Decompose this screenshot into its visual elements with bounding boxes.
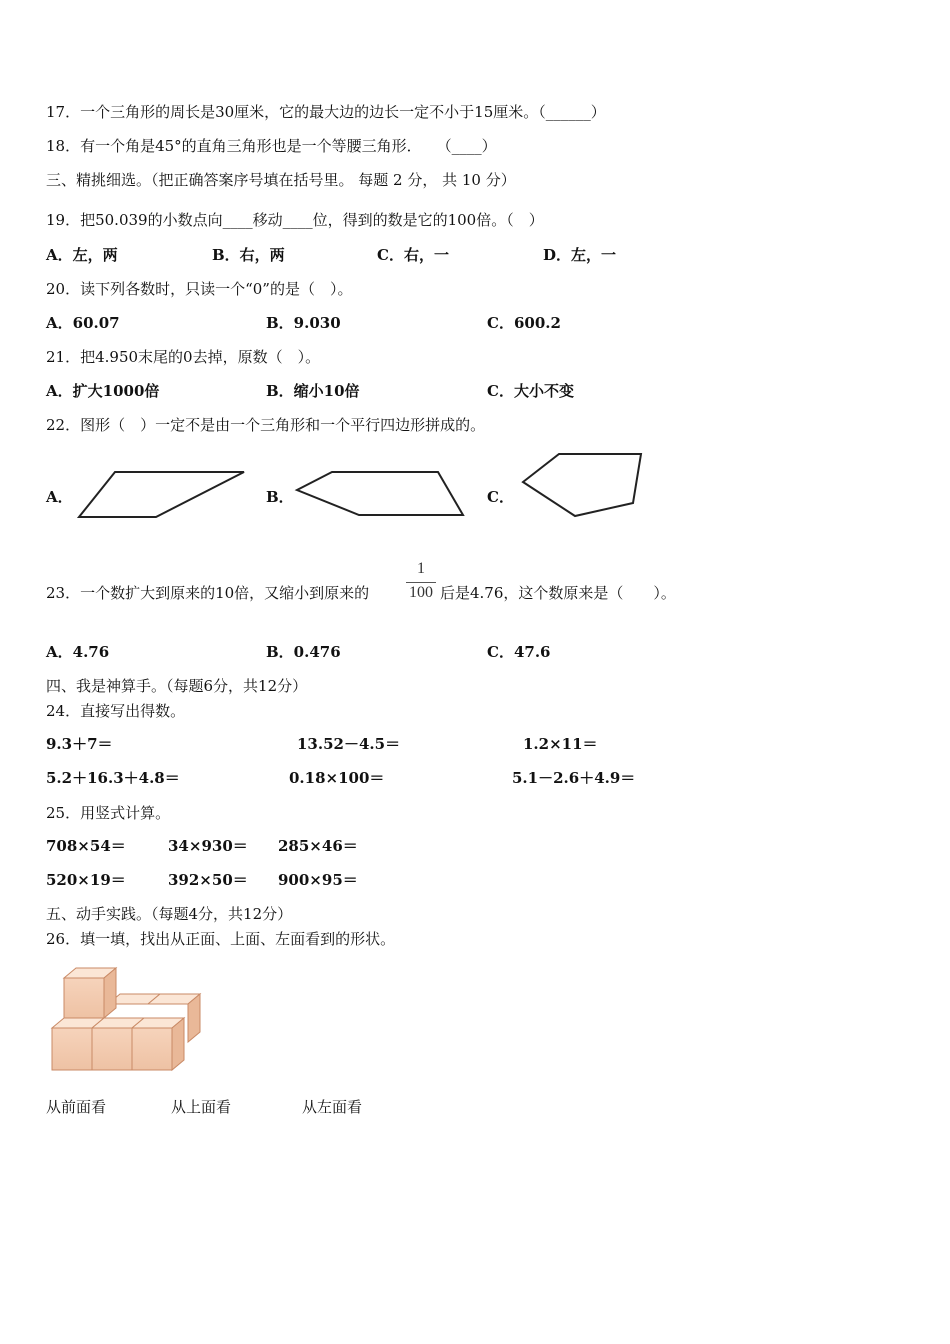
q21-option-a: A．扩大1000倍 (46, 382, 160, 400)
q24-expr: 0.18×100＝ (289, 769, 385, 787)
question-22-stem: 22．图形（ ）一定不是由一个三角形和一个平行四边形拼成的。 (46, 416, 486, 434)
q24-expr: 9.3＋7＝ (46, 735, 113, 753)
q24-expr: 5.2＋16.3＋4.8＝ (46, 769, 180, 787)
question-21-stem: 21．把4.950末尾的0去掉，原数（ ）。 (46, 348, 321, 366)
q24-expr: 13.52－4.5＝ (297, 735, 401, 753)
question-23-stem-after: 后是4.76，这个数原来是（ ）。 (440, 584, 676, 602)
q20-option-c: C．600.2 (487, 314, 561, 332)
fraction-numerator: 1 (417, 560, 425, 577)
question-18: 18．有一个角是45°的直角三角形也是一个等腰三角形． （____） (46, 137, 497, 155)
q19-option-d: D．左，一 (543, 246, 617, 264)
question-17: 17．一个三角形的周长是30厘米，它的最大边的边长一定不小于15厘米。（______） (46, 103, 606, 121)
question-26-stem: 26．填一填，找出从正面、上面、左面看到的形状。 (46, 930, 396, 948)
q20-option-a: A．60.07 (46, 314, 120, 332)
q21-option-c: C．大小不变 (487, 382, 574, 400)
parallelogram-shape-a (70, 465, 250, 525)
question-24-stem: 24．直接写出得数。 (46, 702, 186, 720)
q19-option-b: B．右，两 (212, 246, 285, 264)
q23-option-c: C．47.6 (487, 643, 551, 661)
view-label-left: 从左面看 (302, 1098, 363, 1116)
section-3-heading: 三、精挑细选。（把正确答案序号填在括号里。 每题 2 分， 共 10 分） (46, 171, 516, 189)
question-23-stem-before: 23．一个数扩大到原来的10倍，又缩小到原来的 (46, 584, 370, 602)
pentagon-shape-b (290, 465, 470, 525)
q22-option-b: B． (266, 488, 294, 506)
q20-option-b: B．9.030 (266, 314, 341, 332)
q23-option-b: B．0.476 (266, 643, 341, 661)
view-label-top: 从上面看 (171, 1098, 232, 1116)
q19-option-c: C．右，一 (377, 246, 449, 264)
q21-option-b: B．缩小10倍 (266, 382, 360, 400)
section-4-heading: 四、我是神算手。（每题6分，共12分） (46, 677, 308, 695)
fraction-one-hundredth (404, 560, 438, 606)
q22-option-a: A． (46, 488, 73, 506)
q22-option-c: C． (487, 488, 514, 506)
q19-option-a: A．左，两 (46, 246, 118, 264)
view-label-front: 从前面看 (46, 1098, 107, 1116)
q23-option-a: A．4.76 (46, 643, 110, 661)
question-19-stem: 19．把50.039的小数点向____移动____位，得到的数是它的100倍。（ ） (46, 211, 544, 229)
q25-expr: 520×19＝ (46, 871, 126, 889)
q24-expr: 1.2×11＝ (523, 735, 598, 753)
q25-expr: 708×54＝ (46, 837, 126, 855)
q25-expr: 285×46＝ (278, 837, 358, 855)
q24-expr: 5.1－2.6＋4.9＝ (512, 769, 636, 787)
pentagon-shape-c (515, 448, 650, 523)
cube-stack-figure (48, 962, 208, 1077)
question-25-stem: 25．用竖式计算。 (46, 804, 171, 822)
q25-expr: 392×50＝ (168, 871, 248, 889)
section-5-heading: 五、动手实践。（每题4分，共12分） (46, 905, 293, 923)
q25-expr: 34×930＝ (168, 837, 248, 855)
fraction-denominator: 100 (409, 584, 433, 601)
q25-expr: 900×95＝ (278, 871, 358, 889)
question-20-stem: 20．读下列各数时，只读一个“0”的是（ ）。 (46, 280, 353, 298)
